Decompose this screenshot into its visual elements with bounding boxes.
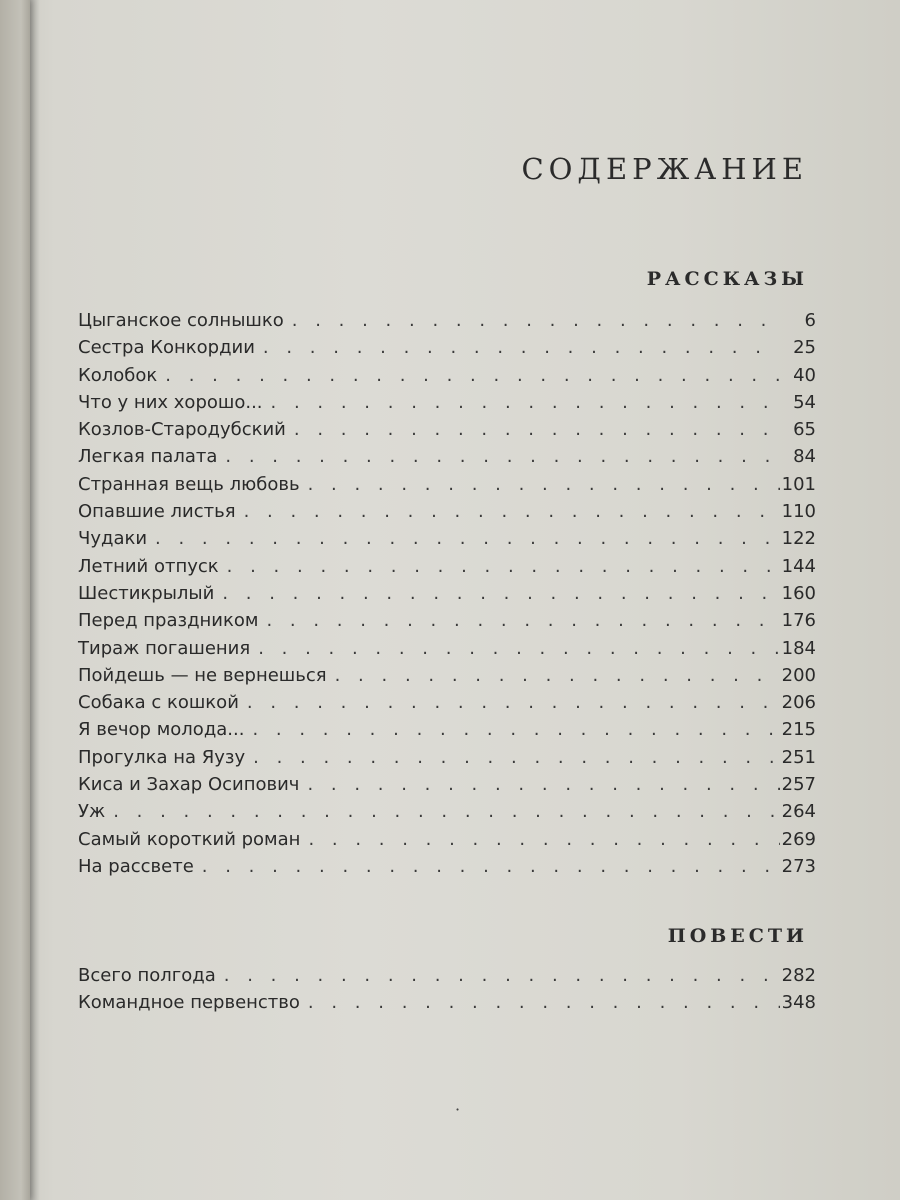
toc-entry [78,556,816,583]
entry-title: Самый короткий роман [78,828,301,850]
entry-title: Цыганское солнышко [78,310,284,331]
dot-leader [300,829,780,850]
entry-title: Я вечор молода... [78,719,245,741]
toc-entry [78,610,816,637]
toc-entry [78,992,816,1019]
entry-page: 264 [781,801,816,823]
entry-page: 206 [781,692,816,714]
entry-page: 282 [781,965,816,986]
toc-list-stories [78,310,816,883]
toc-entry [78,638,816,665]
entry-title: Странная вещь любовь [78,473,300,495]
dot-leader [217,446,780,467]
toc-entry [78,774,816,801]
dot-leader [147,528,780,549]
entry-page: 257 [781,774,816,796]
entry-title: Опавшие листья [78,501,236,523]
toc-entry [78,583,816,610]
entry-page: 269 [781,828,816,850]
dot-leader [245,747,780,768]
toc-entry [78,528,816,555]
toc-entry [78,310,816,337]
entry-page: 6 [804,310,816,331]
dot-leader [219,556,780,577]
dot-leader [286,419,780,440]
toc-entry [78,392,816,419]
entry-page: 54 [793,391,816,413]
toc-entry [78,747,816,774]
dot-leader [263,392,780,413]
toc-entry [78,692,816,719]
toc-entry [78,337,816,364]
entry-title: Киса и Захар Осипович [78,774,300,796]
entry-page: 200 [781,664,816,686]
dot-leader [327,665,780,686]
entry-title: Легкая палата [78,446,218,468]
entry-title: Сестра Конкордии [78,337,255,359]
entry-page: 273 [781,855,816,877]
toc-entry [78,474,816,501]
entry-title: Что у них хорошо... [78,391,263,413]
dot-leader [194,856,780,877]
entry-title: Прогулка на Яузу [78,746,246,768]
dot-leader [239,692,780,713]
entry-title: Козлов-Стародубский [78,419,286,441]
entry-page: 25 [793,337,816,359]
dot-leader [300,992,780,1013]
entry-page: 144 [781,555,816,577]
toc-entry [78,419,816,446]
entry-title: Собака с кошкой [78,692,239,714]
contents-title: СОДЕРЖАНИЕ [521,152,808,186]
toc-entry [78,365,816,392]
dot-leader [255,337,780,358]
section-heading-stories: РАССКАЗЫ [646,268,808,290]
entry-page: 160 [781,582,816,604]
entry-page: 40 [793,364,816,386]
dot-leader [236,501,780,522]
entry-page: 176 [781,610,816,632]
entry-page: 184 [781,637,816,659]
entry-title: Тираж погашения [78,637,251,659]
entry-title: На рассвете [78,855,194,877]
entry-title: Летний отпуск [78,555,219,577]
entry-page: 65 [793,419,816,441]
toc-entry [78,665,816,692]
entry-page: 110 [781,501,816,523]
entry-title: Шестикрылый [78,582,215,604]
toc-entry [78,965,816,992]
dot-leader [250,638,780,659]
entry-title: Пойдешь — не вернешься [78,664,327,686]
section-heading-novellas: ПОВЕСТИ [667,925,808,947]
previous-page-edge [0,0,30,1200]
dot-leader [284,310,780,331]
entry-page: 251 [781,746,816,768]
entry-title: Всего полгода [78,965,216,986]
toc-entry [78,719,816,746]
entry-title: Чудаки [78,528,148,550]
entry-page: 348 [781,992,816,1014]
entry-page: 122 [781,528,816,550]
entry-title: Перед праздником [78,610,259,632]
toc-list-novellas [78,965,816,1020]
dot-leader [214,583,780,604]
entry-page: 84 [793,446,816,468]
dot-leader [244,719,780,740]
entry-title: Уж [78,801,106,823]
entry-page: 215 [781,719,816,741]
entry-page: 101 [781,473,816,495]
toc-entry [78,829,816,856]
dot-leader [157,365,780,386]
dot-leader [105,801,780,822]
print-speck: · [455,1100,461,1119]
dot-leader [299,774,780,795]
toc-entry [78,501,816,528]
dot-leader [300,474,780,495]
entry-title: Командное первенство [78,992,300,1014]
book-gutter [30,0,40,1200]
toc-entry [78,801,816,828]
dot-leader [258,610,780,631]
toc-entry [78,856,816,883]
entry-title: Колобок [78,364,158,386]
dot-leader [216,965,780,986]
toc-entry [78,446,816,473]
